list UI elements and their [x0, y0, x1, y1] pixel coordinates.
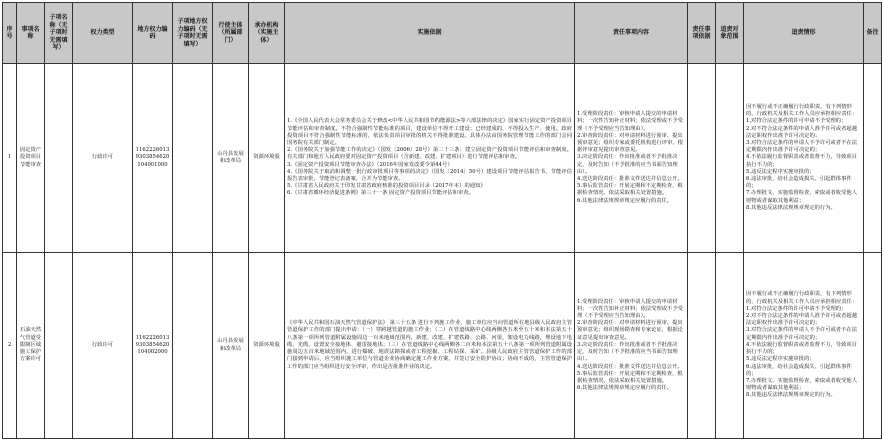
header-power-type: 权力类型 [73, 3, 133, 64]
cell-subitem [45, 64, 73, 253]
accountability-item: 1.对符合法定条件的许可申请不予受理的； [746, 305, 847, 312]
cell-resp-basis [688, 253, 716, 439]
basis-paragraph: 1.《全国人民代表大会常务委员会关于修改<中华人民共和国节约能源法>等六部法律的决定》国家实行固定资产投资项目节能评估和审查制度。不符合强制性节能标准的项目，建设单位不得开工建设；已经建成的，不得投入生产、使用。政府投资项目不符合强制性节能标准的，依法负责项目审批的机关不得批准建设。具体办法由国务院管理节能工作的部门会同国务院有关部门制定。 [287, 118, 572, 146]
accountability-item: 4.不依法履行监督职责或者监督不力，导致项目执行不力的； [746, 341, 857, 356]
responsibility-item: 6.其他法律法规规章规定应履行的责任。 [577, 385, 673, 392]
header-seq: 序号 [3, 3, 17, 64]
cell-pursue-target [716, 64, 744, 253]
header-item-name: 事项名称 [17, 3, 45, 64]
header-subitem-code: 子项地方权力编码（无子项时无需填写） [173, 3, 213, 64]
header-pursue-target: 追责对象范围 [716, 3, 744, 64]
basis-paragraph: 6.《甘肃省循环经济促进条例》第三十一条 固定资产投资项目节能评估和审查。 [287, 190, 474, 197]
accountability-item: 7.办理批文、实施监督检查，索取或者收受他人财物或者谋取其他利益； [746, 377, 857, 392]
cell-item-name: 固定资产投资项目节能审查 [17, 64, 45, 253]
table-row [3, 253, 882, 439]
cell-basis [285, 64, 575, 253]
responsibility-item: 5.事后监管责任：开展定期和不定期检查，根据检查情况，依法采取相关处置措施。 [577, 183, 683, 197]
accountability-item: 5.违反法定程序实施审批的； [746, 168, 815, 175]
header-remarks: 备注 [864, 3, 882, 64]
accountability-item: 3.对符合法定条件的申请人不予许可或者不在法定期限内作出准予许可决定的； [746, 139, 857, 154]
responsibility-item: 2.审查阶段责任：对申请材料进行预审、提出预审意见；组织专家或委托机构进行评审，根据评审意见提出审查意见。 [577, 132, 683, 154]
header-exec-subject: 行使主体（所属部门） [213, 3, 249, 64]
responsibility-item: 3.决定阶段责任：作出批准或者不予批准决定，及时告知（不予批准的应当书面告知理由）。 [577, 154, 678, 175]
basis-paragraph: 3.《固定资产投资项目节能审查办法》（2016年国家发改委令第44号） [287, 161, 453, 168]
responsibility-item: 1.受理阶段责任：审核申请人提交的申请材料；一次性告知补正材料；依法受理或不予受理（不予受理应当告知理由）。 [577, 298, 683, 320]
accountability-item: 3.对符合法定条件的申请人不予许可或者不在法定期限内作出准予许可决定的； [746, 327, 857, 341]
cell-local-code: 11622260139303854620104002000 [133, 253, 173, 439]
accountability-item: 2.对不符合法定条件的申请人准予许可或者超越法定职权作出准予许可决定的； [746, 313, 857, 327]
cell-power-type: 行政许可 [73, 64, 133, 253]
accountability-item: 6.违法审批，给社会造成损失、引起群体事件的； [746, 363, 852, 377]
cell-pursue-target [716, 253, 744, 439]
header-subitem: 子项名称（无子项时无需填写） [45, 3, 73, 64]
header-local-code: 地方权力编码 [133, 3, 173, 64]
power-list-table [2, 2, 882, 439]
header-resp-basis: 责任事项依据 [688, 3, 716, 64]
accountability-item: 1.对符合法定条件的许可申请不予受理的； [746, 118, 847, 125]
responsibility-item: 2.审查阶段责任：对申请材料进行预审、提出预审意见；组织现场勘查和专家论证，根据论证意见提出审查意见。 [577, 320, 683, 341]
cell-subitem-code [173, 253, 213, 439]
cell-undertaker: 资源环境股 [249, 64, 285, 253]
accountability-item: 8.其他违反法律法规规章规定的行为。 [746, 204, 836, 211]
basis-paragraph: 《中华人民共和国石油天然气管道保护法》 第三十五条 进行下列施工作业，施工单位应当向管道所在地县级人民政府主管管道保护工作的部门提出申请：（一）穿跨越管道的施工作业；（二）在管道线路中心线两侧各五米至五十米和本法第五十八条第一项所列管道附属设施周边一百米地域范围内，新建、改建、扩建铁路、公路、河渠，架设电力线路，埋设地下电缆、光缆，设置安全接地体、避雷接地体；（三）在管道线路中心线两侧各二百米和本法第五十八条第一项所列管道附属设施周边五百米地域范围内，进行爆破、地震法勘探或者工程挖掘、工程钻探、采矿。县级人民政府主管管道保护工作的部门接到申请后，应当组织施工单位与管道企业协商确定施工作业方案，并签订安全防护协议；协商不成的，主管管道保护工作的部门应当组织进行安全评审，作出是否批准作业的决定。 [287, 320, 572, 370]
accountability-item: 4.不依法履行监督职责或者监督不力，导致项目执行不力的； [746, 154, 857, 168]
responsibility-item: 6.其他法律法规规章规定应履行的责任。 [577, 197, 673, 204]
table-header [3, 3, 882, 64]
accountability-item: 8.其他违反法律法规规章规定的行为。 [746, 392, 836, 399]
cell-subitem-code [173, 64, 213, 253]
basis-paragraph: 5.《甘肃省人民政府关于印发甘肃省政府核准的投资项目目录（2017年本）的通知》 [287, 183, 486, 190]
responsibility-item: 4.送达阶段责任：批准文件送达并信息公开。 [577, 363, 683, 370]
table-row [3, 64, 882, 253]
cell-subitem [45, 253, 73, 439]
cell-responsibility [575, 253, 688, 439]
basis-paragraph: 4.《国务院关于取消和调整一批行政审批项目等事项的决定》（国发〔2014〕50号）建设项目节能评估报告书、节能评估报告表审批、节能登记表备案，合并为节能审查。 [287, 168, 572, 182]
responsibility-item: 4.送达阶段责任：批准文件送达并信息公开。 [577, 176, 683, 182]
accountability-item: 6.违法审批，给社会造成损失、引起群体事件的； [746, 176, 852, 190]
cell-item-name: 石油天然气管道受限制区域施工保护方案许可 [17, 253, 45, 439]
header-undertaker: 承办机构（实施主体） [249, 3, 285, 64]
cell-seq: 1 [3, 64, 17, 253]
cell-responsibility [575, 64, 688, 253]
cell-seq: 2 [3, 253, 17, 439]
cell-undertaker: 资源环境股 [249, 253, 285, 439]
cell-accountability [744, 64, 864, 253]
header-responsibility: 责任事项内容 [575, 3, 688, 64]
accountability-item: 2.对不符合法定条件的申请人准予许可或者超越法定职权作出准予许可决定的； [746, 125, 857, 139]
accountability-item: 因不履行或不正确履行行政职责，有下列情形的，行政机关及相关工作人员应承担相应责任： [746, 103, 858, 118]
cell-accountability [744, 253, 864, 439]
accountability-item: 5.违反法定程序实施审批的； [746, 356, 815, 363]
cell-remarks [864, 253, 882, 439]
responsibility-item: 1.受理阶段责任：审核申请人提交的申请材料；一次性告知补正材料；依法受理或不予受理（不予受理应当告知理由）。 [577, 111, 683, 132]
cell-exec-subject: 山丹县发展和改革局 [213, 64, 249, 253]
cell-power-type: 行政许可 [73, 253, 133, 439]
accountability-item: 7.办理批文、实施监督检查，索取或者收受他人财物或者谋取其他利益； [746, 190, 857, 204]
accountability-item: 因不履行或不正确履行行政职责，有下列情形的，行政机关及相关工作人员应承担相应责任： [746, 291, 858, 305]
responsibility-item: 5.事后监管责任：开展定期和不定期检查，根据检查情况，依法采取相关处置措施。 [577, 370, 683, 384]
cell-basis [285, 253, 575, 439]
header-basis: 实施依据 [285, 3, 575, 64]
cell-local-code: 11622260139303854620104001000 [133, 64, 173, 253]
header-accountability: 追责情形 [744, 3, 864, 64]
cell-remarks [864, 64, 882, 253]
responsibility-item: 3.决定阶段责任：作出批准或者不予批准决定，及时告知（不予批准的应当书面告知理由）。 [577, 341, 678, 363]
basis-paragraph: 2.《国务院关于加强节能工作的决定》（国发〔2006〕28号）第二十三条：建立固定资产投资项目节能评估和审查制度。有关部门和地方人民政府要对固定资产投资项目（含新建、改建、扩建项目）进行节能评估和审查。 [287, 147, 572, 161]
cell-exec-subject: 山丹县发展和改革局 [213, 253, 249, 439]
cell-resp-basis [688, 64, 716, 253]
